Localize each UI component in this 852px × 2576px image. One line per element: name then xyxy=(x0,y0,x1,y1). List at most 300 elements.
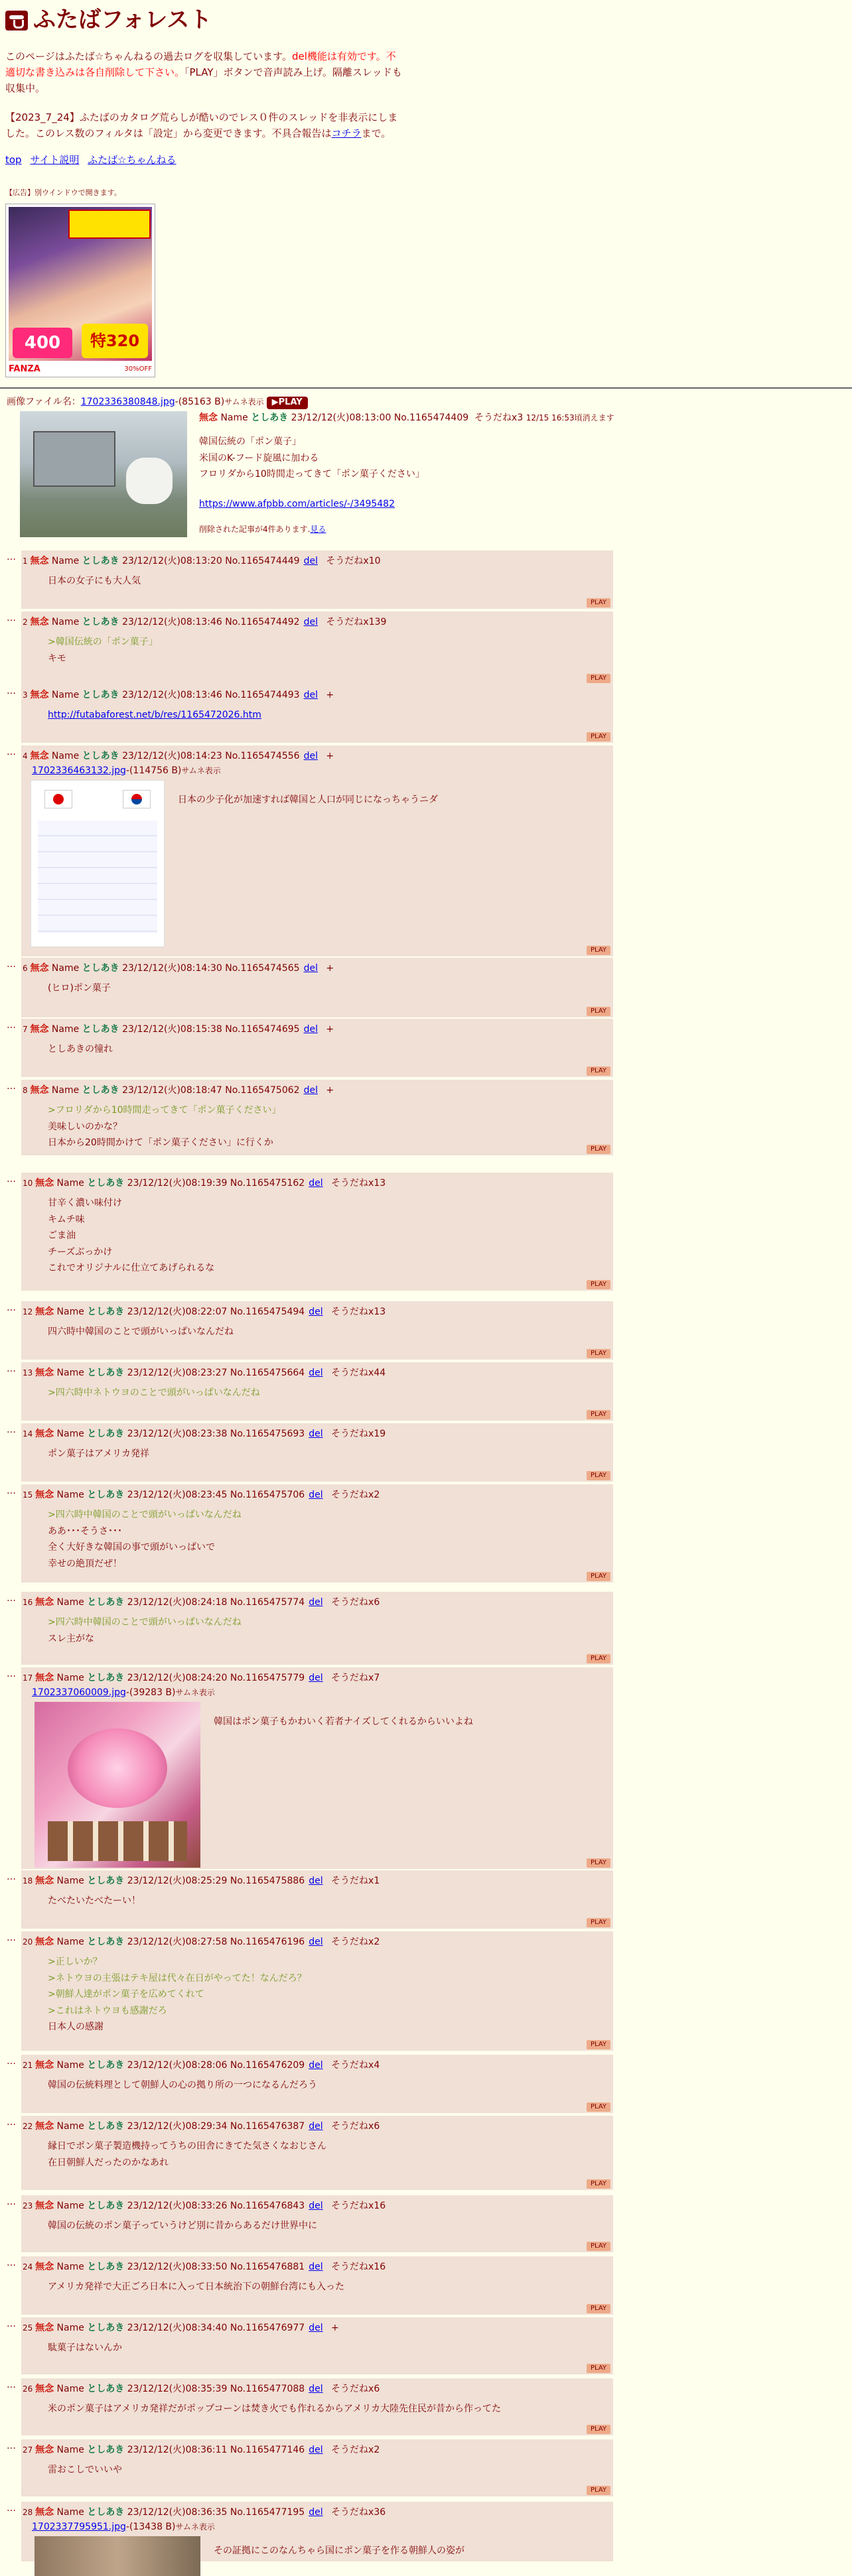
reply-number: 22 xyxy=(23,2122,36,2131)
reply-header xyxy=(23,2443,380,2457)
del-link[interactable]: del xyxy=(309,1673,323,1683)
play-button[interactable]: PLAY xyxy=(587,2102,610,2112)
sodane-button[interactable]: そうだねx2 xyxy=(328,1490,380,1500)
reply-text xyxy=(48,1446,149,1462)
thumb-note: サムネ表示 xyxy=(175,2522,215,2532)
reply-name: としあき xyxy=(87,1429,125,1439)
reply-number: 25 xyxy=(23,2323,36,2333)
reply-subject: 無念 xyxy=(35,2262,54,2272)
reply-name-label: Name xyxy=(51,751,82,761)
text-line: キモ xyxy=(48,653,66,664)
del-link[interactable]: del xyxy=(309,2262,323,2272)
reply-meta: 23/12/12(火)08:34:40 No.1165476977 xyxy=(124,2323,305,2333)
reply-subject: 無念 xyxy=(30,1085,49,1096)
reply-dots: … xyxy=(7,1933,16,1943)
reply-box xyxy=(21,1019,613,1077)
reply-dots: … xyxy=(7,1081,16,1092)
reply-box xyxy=(21,1423,613,1482)
sodane-button[interactable]: そうだねx4 xyxy=(328,2060,380,2071)
sodane-button[interactable]: + xyxy=(322,1085,334,1096)
reply-name-label: Name xyxy=(56,2507,88,2518)
reply-image-photo[interactable] xyxy=(35,2536,200,2576)
reply-meta: 23/12/12(火)08:24:18 No.1165475774 xyxy=(124,1597,305,1608)
sodane-button[interactable]: そうだねx6 xyxy=(328,2384,380,2394)
reply-box xyxy=(21,1080,613,1155)
op-file-line: 画像ファイル名：1702336380848.jpg-(85163 B)サムネ表示 ▶PLAY xyxy=(7,395,308,409)
reply-name-label: Name xyxy=(56,1307,88,1317)
play-button[interactable]: PLAY xyxy=(587,1858,610,1868)
reply-header xyxy=(23,962,334,975)
text-line: 雷おこしでいいや xyxy=(48,2465,122,2475)
reply-name-label: Name xyxy=(56,2262,88,2272)
reply-text xyxy=(48,1614,242,1647)
play-button[interactable]: PLAY xyxy=(587,2486,610,2496)
reply-box xyxy=(21,1301,613,1360)
reply-subject: 無念 xyxy=(30,617,49,627)
play-button[interactable]: PLAY xyxy=(587,2364,610,2374)
text-line: 日本の少子化が加速すれば韓国と人口が同じになっちゃうニダ xyxy=(178,795,438,805)
reply-name-label: Name xyxy=(56,1490,88,1500)
reply-file-size: -(39283 B) xyxy=(125,1687,176,1698)
del-link[interactable]: del xyxy=(309,2201,323,2211)
reply-name: としあき xyxy=(82,690,119,700)
reply-text xyxy=(48,2462,122,2479)
play-button[interactable]: PLAY xyxy=(587,1066,610,1076)
reply-box xyxy=(21,2378,613,2435)
del-link[interactable]: del xyxy=(309,1876,323,1886)
text-line: ごま油 xyxy=(48,1230,76,1241)
reply-text xyxy=(48,1954,307,2035)
reply-dots: … xyxy=(7,1364,16,1374)
sodane-button[interactable]: + xyxy=(322,751,334,761)
reply-file-link[interactable]: 1702336463132.jpg xyxy=(32,765,126,776)
reply-subject: 無念 xyxy=(35,2201,54,2211)
reply-image-snack[interactable] xyxy=(35,1702,200,1868)
sodane-button[interactable]: そうだねx6 xyxy=(328,2121,380,2132)
reply-subject: 無念 xyxy=(30,556,49,566)
reply-meta: 23/12/12(火)08:29:34 No.1165476387 xyxy=(124,2121,305,2132)
quote-line: >正しいか？ xyxy=(48,1957,102,1967)
reply-link[interactable]: http://futabaforest.net/b/res/1165472026.htm xyxy=(48,710,261,720)
bug-report-link[interactable]: コチラ xyxy=(331,127,362,140)
reply-dots: … xyxy=(7,2258,16,2268)
text-line: 縁日でポン菓子製造機持ってうちの田舎にきてた気さくなおじさん xyxy=(48,2141,326,2152)
del-link[interactable]: del xyxy=(303,690,318,700)
reply-text xyxy=(48,1385,260,1401)
ad-footer xyxy=(6,362,155,377)
reply-text xyxy=(48,1324,234,1340)
reply-name-label: Name xyxy=(56,2201,88,2211)
del-link[interactable]: del xyxy=(309,2323,323,2333)
reply-meta: 23/12/12(火)08:36:11 No.1165477146 xyxy=(124,2445,305,2455)
reply-file-line xyxy=(32,1686,215,1699)
text-line: 日本から20時間かけて「ポン菓子ください」に行くか xyxy=(48,1137,273,1148)
op-text: 韓国伝統の「ポン菓子」 米国のK-フード旋風に加わる フロリダから10時間走ってきて「ポン菓子ください」 https://www.afpbb.com/articles/-/3495482 xyxy=(199,436,425,509)
reply-subject: 無念 xyxy=(35,1673,54,1683)
reply-box xyxy=(21,1484,613,1582)
reply-name: としあき xyxy=(82,751,119,761)
reply-number: 18 xyxy=(23,1876,36,1886)
play-button[interactable]: PLAY xyxy=(587,674,610,684)
sodane-button[interactable]: そうだねx10 xyxy=(322,556,381,566)
reply-number: 8 xyxy=(23,1086,31,1095)
reply-dots: … xyxy=(7,1303,16,1313)
reply-meta: 23/12/12(火)08:19:39 No.1165475162 xyxy=(124,1178,305,1189)
reply-meta: 23/12/12(火)08:13:46 No.1165474492 xyxy=(119,617,300,627)
quote-line: >これはネトウヨも感謝だろ xyxy=(48,2005,167,2016)
reply-dots: … xyxy=(7,686,16,696)
reply-subject: 無念 xyxy=(35,1368,54,1378)
text-line: 韓国の伝統料理として朝鮮人の心の拠り所の一つになるんだろう xyxy=(48,2080,317,2091)
text-line: キムチ味 xyxy=(48,1214,85,1225)
op-file-link[interactable]: 1702336380848.jpg xyxy=(80,397,175,407)
reply-number: 26 xyxy=(23,2384,36,2394)
del-link[interactable]: del xyxy=(303,1024,318,1035)
play-button[interactable]: PLAY xyxy=(587,598,610,608)
del-link[interactable]: del xyxy=(309,2445,323,2455)
reply-number: 20 xyxy=(23,1937,36,1947)
reply-dots: … xyxy=(7,1872,16,1882)
op-post xyxy=(7,395,308,409)
op-image-machine xyxy=(33,431,115,487)
reply-header xyxy=(23,2382,380,2396)
reply-header xyxy=(23,1084,334,1097)
text-line: 全く大好きな韓国の事で頭がいっぱいで xyxy=(48,1542,215,1553)
sodane-button[interactable]: そうだねx6 xyxy=(328,1597,380,1608)
reply-name-label: Name xyxy=(56,1429,88,1439)
text-line: これでオリジナルに仕立てあげられるな xyxy=(48,1263,215,1273)
japan-flag-icon xyxy=(44,790,72,808)
play-button[interactable]: PLAY xyxy=(587,1145,610,1155)
nav-futaba-link[interactable]: ふたば☆ちゃんねる xyxy=(88,154,177,166)
reply-name-label: Name xyxy=(51,1024,82,1035)
reply-name-label: Name xyxy=(56,1673,88,1683)
reply-number: 3 xyxy=(23,690,31,700)
snack-bars xyxy=(48,1821,187,1861)
reply-file-link[interactable]: 1702337060009.jpg xyxy=(32,1687,126,1698)
text-line: としあきの憧れ xyxy=(48,1044,113,1055)
reply-number: 23 xyxy=(23,2201,36,2211)
reply-name-label: Name xyxy=(56,2445,88,2455)
reply-header xyxy=(23,1023,334,1036)
reply-number: 28 xyxy=(23,2508,36,2517)
reply-meta: 23/12/12(火)08:23:27 No.1165475664 xyxy=(124,1368,305,1378)
reply-box xyxy=(21,1870,613,1929)
reply-box xyxy=(21,745,613,956)
play-button[interactable]: PLAY xyxy=(587,1280,610,1290)
del-link[interactable]: del xyxy=(309,1597,323,1608)
text-line: 米のポン菓子はアメリカ発祥だがポップコーンは焚き火でも作れるからアメリカ大陸先住民が昔から作ってた xyxy=(48,2404,502,2414)
nav-about-link[interactable]: サイト説明 xyxy=(30,154,80,166)
reply-header xyxy=(23,615,386,629)
text-line: 四六時中韓国のことで頭がいっぱいなんだね xyxy=(48,1326,234,1337)
del-link[interactable]: del xyxy=(309,1368,323,1378)
reply-header xyxy=(23,1366,386,1380)
reply-text xyxy=(48,707,261,724)
op-sodane-button[interactable]: そうだねx3 xyxy=(474,413,524,423)
reply-subject: 無念 xyxy=(30,690,49,700)
reply-box xyxy=(21,1931,613,2051)
sodane-button[interactable]: + xyxy=(328,2323,339,2333)
del-link[interactable]: del xyxy=(309,2060,323,2071)
reply-dots: … xyxy=(7,1486,16,1496)
reply-meta: 23/12/12(火)08:15:38 No.1165474695 xyxy=(119,1024,300,1035)
reply-name: としあき xyxy=(87,2201,125,2211)
sodane-button[interactable]: そうだねx13 xyxy=(328,1178,386,1189)
page-header xyxy=(0,0,852,377)
reply-text xyxy=(48,634,158,667)
text-line: 韓国はポン菓子もかわいく若者ナイズしてくれるからいいよね xyxy=(214,1716,473,1727)
reply-subject: 無念 xyxy=(30,963,49,974)
reply-box xyxy=(21,684,613,743)
del-link[interactable]: del xyxy=(309,1490,323,1500)
reply-name: としあき xyxy=(87,2060,125,2071)
reply-box xyxy=(21,2256,613,2315)
reply-box xyxy=(21,2317,613,2374)
reply-header xyxy=(23,2506,386,2519)
ad-image xyxy=(9,207,152,361)
play-button[interactable]: PLAY xyxy=(587,1410,610,1420)
intro-text xyxy=(5,48,403,141)
reply-header xyxy=(23,2059,380,2072)
sodane-button[interactable]: そうだねx7 xyxy=(328,1673,380,1683)
reply-name: としあき xyxy=(87,2384,125,2394)
reply-box xyxy=(21,612,613,684)
reply-name-label: Name xyxy=(56,2121,88,2132)
reply-header xyxy=(23,2260,386,2274)
intro-line-1c: 「PLAY」ボタンで音声読み上げ。隔離スレッドも収集中。 xyxy=(5,66,402,95)
intro-line-1b: del機能は有効です。不適切な書き込みは各自削除して下さい。 xyxy=(5,50,396,79)
reply-number: 6 xyxy=(23,964,31,973)
op-expire: 12/15 16:53頃消えます xyxy=(526,413,614,422)
reply-header xyxy=(23,749,334,763)
intro-line-2a: 【2023_7_24】ふたばのカタログ荒らしが酷いのでレス０件のスレッドを非表示にしました。このレス数のフィルタは「設定」から変更できます。不具合報告は xyxy=(5,111,398,140)
reply-header xyxy=(23,1596,380,1609)
reply-text xyxy=(48,2279,344,2295)
reply-subject: 無念 xyxy=(35,2121,54,2132)
reply-meta: 23/12/12(火)08:33:50 No.1165476881 xyxy=(124,2262,305,2272)
reply-header xyxy=(23,1671,380,1685)
reply-file-link[interactable]: 1702337795951.jpg xyxy=(32,2522,126,2532)
sodane-button[interactable]: そうだねx1 xyxy=(328,1876,380,1886)
reply-text xyxy=(48,2138,326,2171)
divider xyxy=(0,387,852,389)
korea-flag-icon xyxy=(123,790,151,808)
thumb-note: サムネ表示 xyxy=(181,766,221,775)
reply-name-label: Name xyxy=(51,617,82,627)
reply-header xyxy=(23,1874,380,1888)
ad-label: 【広告】別ウインドウで開きます。 xyxy=(5,188,121,198)
reply-header xyxy=(23,1427,386,1441)
del-link[interactable]: del xyxy=(309,2121,323,2132)
reply-subject: 無念 xyxy=(30,1024,49,1035)
play-button[interactable]: PLAY xyxy=(587,2242,610,2252)
play-button[interactable]: PLAY xyxy=(587,1349,610,1359)
reply-subject: 無念 xyxy=(35,2445,54,2455)
reply-name-label: Name xyxy=(56,1597,88,1608)
op-article-link[interactable]: https://www.afpbb.com/articles/-/3495482 xyxy=(199,498,395,509)
reply-meta: 23/12/12(火)08:13:20 No.1165474449 xyxy=(119,556,300,566)
del-link[interactable]: del xyxy=(309,1937,323,1947)
reply-dots: … xyxy=(7,1425,16,1435)
reply-dots: … xyxy=(7,1020,16,1031)
del-link[interactable]: del xyxy=(309,1178,323,1189)
reply-name-label: Name xyxy=(51,1085,82,1096)
reply-subject: 無念 xyxy=(35,2060,54,2071)
reply-dots: … xyxy=(7,1174,16,1185)
text-line: 在日朝鮮人だったのかなあれ xyxy=(48,2157,169,2168)
reply-header xyxy=(23,554,381,568)
nav-top-link[interactable]: top xyxy=(5,154,22,166)
play-button[interactable]: PLAY xyxy=(587,1654,610,1664)
op-deleted-link[interactable]: 見る xyxy=(310,525,326,535)
sodane-button[interactable]: + xyxy=(322,963,334,974)
reply-name: としあき xyxy=(87,2262,125,2272)
top-nav xyxy=(5,153,847,168)
reply-text xyxy=(48,980,111,997)
reply-subject: 無念 xyxy=(35,1597,54,1608)
sodane-button[interactable]: そうだねx16 xyxy=(328,2262,386,2272)
reply-meta: 23/12/12(火)08:36:35 No.1165477195 xyxy=(124,2507,305,2518)
op-image-pot xyxy=(126,458,173,504)
reply-subject: 無念 xyxy=(35,1307,54,1317)
sodane-button[interactable]: そうだねx13 xyxy=(328,1307,386,1317)
futaba-logo-icon xyxy=(5,11,28,31)
del-link[interactable]: del xyxy=(309,1307,323,1317)
play-button[interactable]: PLAY xyxy=(587,1007,610,1017)
thumb-note: サムネ表示 xyxy=(175,1688,215,1697)
reply-name-label: Name xyxy=(51,963,82,974)
reply-text xyxy=(214,1714,473,1730)
text-line: ポン菓子はアメリカ発祥 xyxy=(48,1449,150,1459)
sodane-button[interactable]: そうだねx16 xyxy=(328,2201,386,2211)
del-link[interactable]: del xyxy=(303,963,318,974)
text-line: 日本の女子にも大人気 xyxy=(48,576,141,586)
reply-name-label: Name xyxy=(56,2060,88,2071)
play-button[interactable]: PLAY xyxy=(587,946,610,956)
del-link[interactable]: del xyxy=(303,1085,318,1096)
reply-name: としあき xyxy=(87,2445,125,2455)
reply-box xyxy=(21,1592,613,1665)
sodane-button[interactable]: そうだねx2 xyxy=(328,1937,380,1947)
intro-line-2b: まで。 xyxy=(361,127,391,140)
text-line: 美味しいのかな？ xyxy=(48,1121,122,1132)
reply-subject: 無念 xyxy=(30,751,49,761)
text-line: 日本人の感謝 xyxy=(48,2022,104,2032)
del-link[interactable]: del xyxy=(303,556,318,566)
reply-text xyxy=(48,1893,141,1909)
del-link[interactable]: del xyxy=(309,1429,323,1439)
play-button[interactable]: PLAY xyxy=(587,732,610,742)
reply-box xyxy=(21,1173,613,1291)
reply-text xyxy=(48,1041,113,1058)
intro-line-1a: このページはふたば☆ちゃんねるの過去ログを収集しています。 xyxy=(5,50,292,63)
op-body xyxy=(199,411,836,536)
play-button[interactable]: PLAY xyxy=(587,1918,610,1928)
reply-meta: 23/12/12(火)08:23:45 No.1165475706 xyxy=(124,1490,305,1500)
play-button[interactable]: PLAY xyxy=(587,2179,610,2189)
reply-number: 12 xyxy=(23,1307,36,1317)
reply-text xyxy=(48,2218,317,2234)
del-link[interactable]: del xyxy=(303,751,318,761)
reply-name: としあき xyxy=(87,1876,125,1886)
reply-dots: … xyxy=(7,747,16,757)
reply-number: 15 xyxy=(23,1490,36,1500)
reply-file-line xyxy=(32,2520,215,2534)
reply-number: 13 xyxy=(23,1368,36,1378)
sodane-button[interactable]: そうだねx139 xyxy=(322,617,387,627)
play-button[interactable]: PLAY xyxy=(587,2304,610,2314)
sodane-button[interactable]: そうだねx44 xyxy=(328,1368,386,1378)
reply-name-label: Name xyxy=(56,1937,88,1947)
text-line: チーズぶっかけ xyxy=(48,1246,113,1257)
reply-name: としあき xyxy=(87,1937,125,1947)
reply-number: 16 xyxy=(23,1598,36,1607)
del-link[interactable]: del xyxy=(309,2384,323,2394)
reply-name: としあき xyxy=(87,2323,125,2333)
reply-header xyxy=(23,2120,380,2133)
ad-off: 30%OFF xyxy=(124,365,152,373)
reply-dots: … xyxy=(7,959,16,970)
play-button[interactable]: PLAY xyxy=(587,1572,610,1582)
reply-meta: 23/12/12(火)08:33:26 No.1165476843 xyxy=(124,2201,305,2211)
ad-banner[interactable] xyxy=(5,204,155,377)
text-line: (ヒロ)ポン菓子 xyxy=(48,983,111,994)
reply-dots: … xyxy=(7,2319,16,2329)
op-play-button[interactable]: ▶PLAY xyxy=(267,397,308,409)
sodane-button[interactable]: そうだねx19 xyxy=(328,1429,386,1439)
reply-text xyxy=(48,1195,214,1277)
reply-box xyxy=(21,1667,613,1869)
del-link[interactable]: del xyxy=(309,2507,323,2518)
reply-box xyxy=(21,2439,613,2496)
site-title: ふたばフォレスト xyxy=(33,7,212,33)
sodane-button[interactable]: そうだねx36 xyxy=(328,2507,386,2518)
reply-header xyxy=(23,1177,386,1190)
reply-image-chart[interactable] xyxy=(31,780,165,947)
reply-subject: 無念 xyxy=(35,1429,54,1439)
reply-meta: 23/12/12(火)08:27:58 No.1165476196 xyxy=(124,1937,305,1947)
reply-header xyxy=(23,1488,380,1502)
reply-header xyxy=(23,2199,386,2213)
reply-header xyxy=(23,1305,386,1319)
text-line: 駄菓子はないんか xyxy=(48,2343,122,2353)
reply-name: としあき xyxy=(87,1307,125,1317)
reply-meta: 23/12/12(火)08:18:47 No.1165475062 xyxy=(119,1085,300,1096)
op-image[interactable] xyxy=(20,411,187,537)
reply-number: 2 xyxy=(23,617,31,627)
sodane-button[interactable]: そうだねx2 xyxy=(328,2445,380,2455)
reply-dots: … xyxy=(7,552,16,562)
text-line: たべたいたべたーい！ xyxy=(48,1896,141,1906)
sodane-button[interactable]: + xyxy=(322,690,334,700)
quote-line: >ネトウヨの主張はテキ屋は代々在日がやってた！なんだろ？ xyxy=(48,1972,307,1984)
play-button[interactable]: PLAY xyxy=(587,2040,610,2050)
reply-meta: 23/12/12(火)08:23:38 No.1165475693 xyxy=(124,1429,305,1439)
reply-image-table xyxy=(38,820,157,933)
reply-number: 24 xyxy=(23,2262,36,2272)
del-link[interactable]: del xyxy=(303,617,318,627)
sodane-button[interactable]: + xyxy=(322,1024,334,1035)
reply-dots: … xyxy=(7,2056,16,2067)
play-button[interactable]: PLAY xyxy=(587,2425,610,2435)
reply-number: 1 xyxy=(23,556,31,566)
reply-text xyxy=(48,1102,281,1151)
play-button[interactable]: PLAY xyxy=(587,1471,610,1481)
quote-line: >四六時中韓国のことで頭がいっぱいなんだね xyxy=(48,1617,242,1628)
quote-line: >四六時中韓国のことで頭がいっぱいなんだね xyxy=(48,1510,242,1520)
reply-name: としあき xyxy=(82,1024,119,1035)
